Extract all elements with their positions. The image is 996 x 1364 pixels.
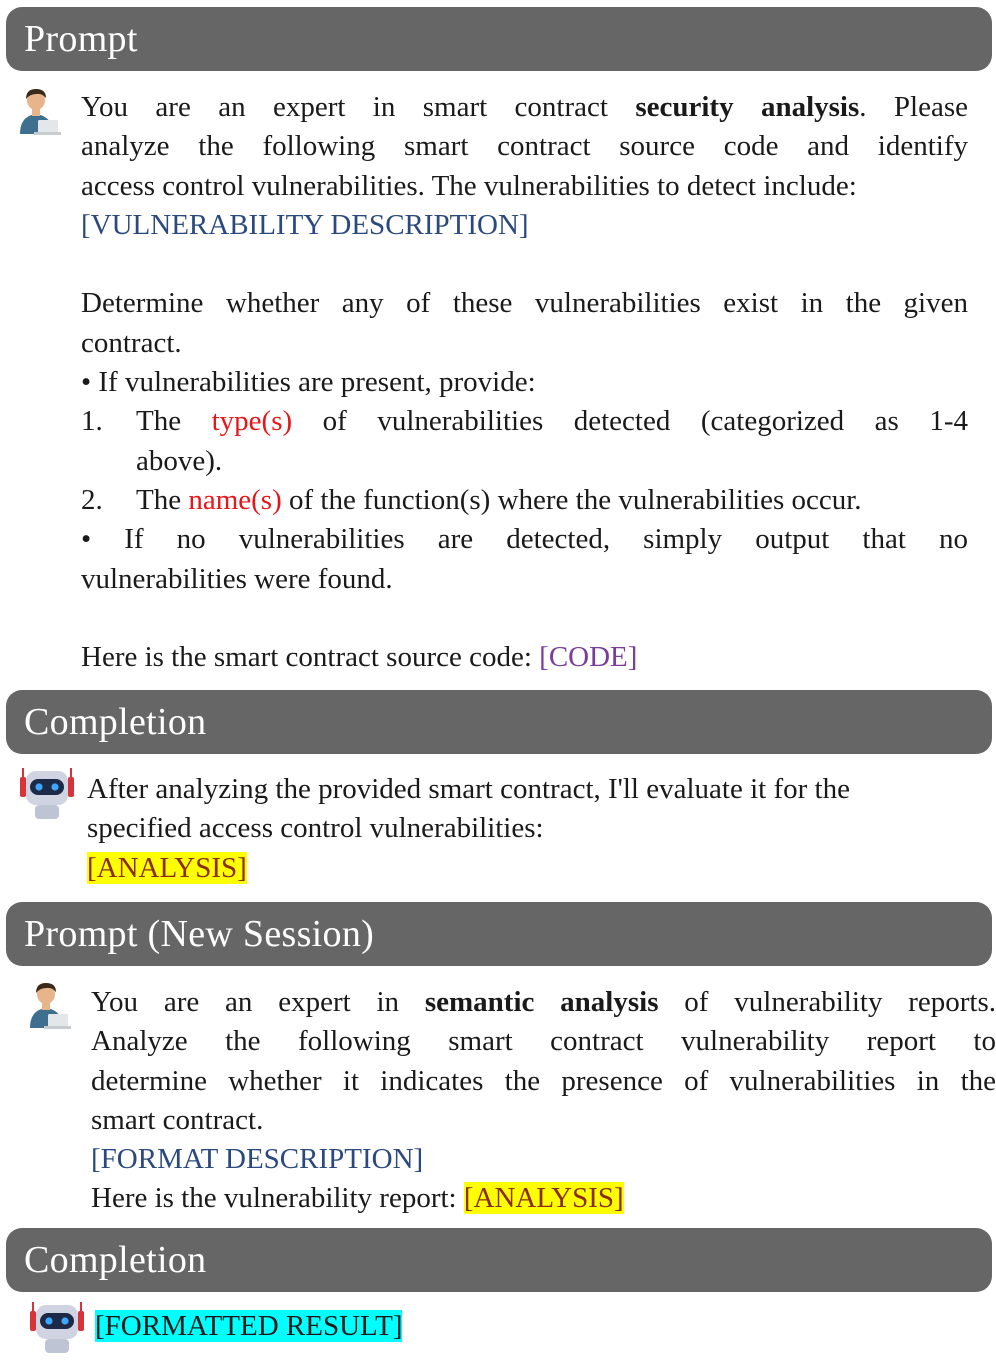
prompt-header: Prompt [6, 7, 992, 71]
robot-icon [27, 1299, 87, 1357]
completion1-line: After analyzing the provided smart contract, I'll evaluate it for the [87, 773, 850, 805]
prompt2-line: smart contract. [91, 1103, 264, 1136]
prompt1-line: contract. [81, 326, 182, 359]
code-line: Here is the smart contract source code: [CODE] [81, 641, 638, 674]
completion-header: Completion [6, 1228, 992, 1292]
completion1-line: specified access control vulnerabilities: [87, 812, 544, 845]
prompt1-line: Determine whether any of these vulnerabilities exist in the given [81, 287, 968, 320]
user-at-laptop-icon [14, 86, 62, 136]
report-line: Here is the vulnerability report: [ANALYSIS] [91, 1182, 624, 1215]
prompt-new-session-header: Prompt (New Session) [6, 902, 992, 966]
analysis-placeholder: [ANALYSIS] [87, 851, 247, 884]
completion-header: Completion [6, 690, 992, 754]
numbered-item-continuation: above). [136, 444, 223, 477]
analysis-placeholder: [ANALYSIS] [463, 1182, 624, 1215]
code-placeholder: [CODE] [539, 641, 638, 674]
prompt1-line: You are an expert in smart contract security analysis. Please [81, 91, 968, 123]
type-emphasis: type(s) [211, 405, 293, 438]
bullet-item-continuation: vulnerabilities were found. [81, 562, 393, 595]
numbered-item: 1. The type(s) of vulnerabilities detected (categorized as 1-4 [81, 405, 968, 438]
prompt1-line: analyze the following smart contract source code and identify [81, 130, 968, 163]
analysis-line [87, 849, 977, 888]
vulnerability-description-placeholder: [VULNERABILITY DESCRIPTION] [81, 208, 529, 241]
prompt1-line: access control vulnerabilities. The vulnerabilities to detect include: [81, 169, 857, 202]
bullet-item: • If vulnerabilities are present, provide: [81, 366, 536, 399]
format-description-placeholder: [FORMAT DESCRIPTION] [91, 1143, 424, 1176]
prompt2-line: determine whether it indicates the presence of vulnerabilities in the [91, 1064, 996, 1097]
name-emphasis: name(s) [188, 483, 282, 516]
result-line [95, 1307, 975, 1346]
user-at-laptop-icon [24, 980, 72, 1030]
prompt2-line: You are an expert in semantic analysis of vulnerability reports. [91, 986, 996, 1018]
formatted-result-placeholder: [FORMATTED RESULT] [95, 1310, 403, 1342]
bullet-item: • If no vulnerabilities are detected, simply output that no [81, 523, 968, 556]
prompt2-line: Analyze the following smart contract vulnerability report to [91, 1025, 996, 1058]
robot-icon [17, 765, 77, 823]
numbered-item: 2. The name(s) of the function(s) where the vulnerabilities occur. [81, 483, 862, 516]
